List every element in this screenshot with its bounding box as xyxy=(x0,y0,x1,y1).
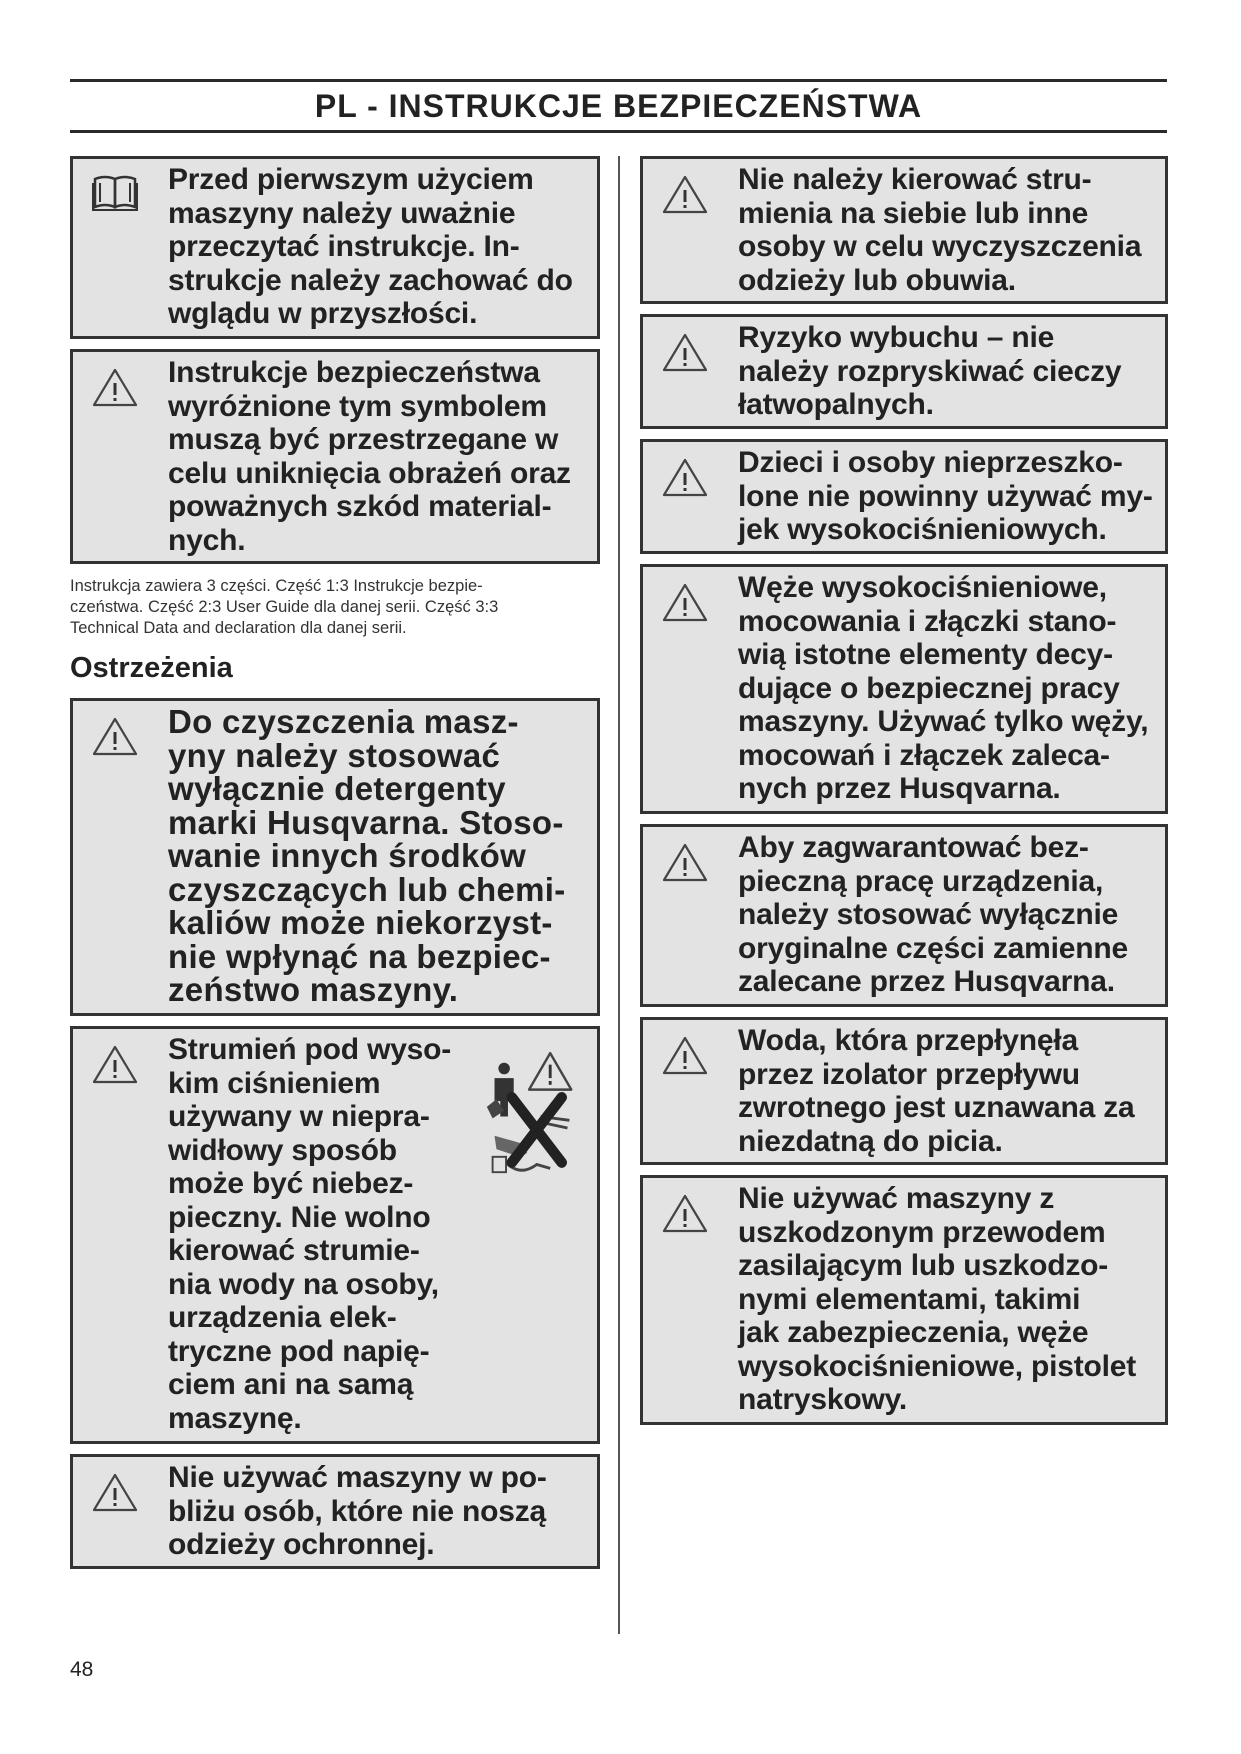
warning-triangle-icon xyxy=(661,173,709,215)
section-title-warnings: Ostrzeżenia xyxy=(70,652,233,684)
warning-triangle-icon xyxy=(661,456,709,498)
safety-instructions-notice xyxy=(70,349,600,564)
header-rule-bottom xyxy=(70,130,1167,133)
warning-triangle-icon xyxy=(91,715,139,757)
page-number: 48 xyxy=(70,1658,94,1681)
warning-do-not-aim-at-people xyxy=(640,156,1168,304)
warning-triangle-icon xyxy=(91,366,139,408)
warning-spare-parts xyxy=(640,824,1168,1007)
warning-triangle-icon xyxy=(91,1471,139,1513)
no-spray-people-pictogram xyxy=(483,1049,579,1184)
column-divider xyxy=(618,156,620,1634)
warning-children xyxy=(640,439,1168,554)
warning-triangle-icon xyxy=(661,1192,709,1234)
warning-damaged-cable-text: Nie używać maszyny z uszkodzonym przewodem zasilającym lub uszkodzo- nymi elementami, takimi jak zabezpieczenia, węże wysokociśnieniowe, pistolet natryskowy. xyxy=(738,1182,1137,1416)
read-manual-notice xyxy=(70,156,600,339)
read-manual-text: Przed pierwszym użyciem maszyny należy uważnie przeczytać instrukcje. In- strukcje należy zachować do wglądu w przyszłości. xyxy=(168,163,573,330)
warning-damaged-cable xyxy=(640,1175,1168,1425)
warning-high-pressure-jet xyxy=(70,1026,600,1444)
warning-children-text: Dzieci i osoby nieprzeszko- lone nie powinny używać my- jek wysokociśnieniowych. xyxy=(738,446,1153,546)
warning-triangle-icon xyxy=(661,581,709,623)
intro-paragraph: Instrukcja zawiera 3 części. Część 1:3 Instrukcje bezpie- czeństwa. Część 2:3 User Guide dla danej serii. Część 3:3 Technical Data and declaration dla danej serii. xyxy=(70,577,499,637)
warning-protective-clothing xyxy=(70,1454,600,1569)
warning-backflow-water xyxy=(640,1017,1168,1165)
warning-high-pressure-text: Strumień pod wyso- kim ciśnieniem używany w niepra- widłowy sposób może być niebez- pieczny. Nie wolno kierować strumie- nia wody na osoby, urządzenia elek- tryczne pod napię- ciem ani na samą maszynę. xyxy=(168,1033,452,1435)
warning-triangle-icon xyxy=(91,1043,139,1085)
warning-hoses-text: Węże wysokociśnieniowe, mocowania i złączki stano- wią istotne elementy decy- dujące o bezpiecznej pracy maszyny. Używać tylko węży, mocowań i złączek zaleca- nych przez Husqvarna. xyxy=(738,571,1149,805)
warning-explosion-risk xyxy=(640,314,1168,429)
header-rule-top xyxy=(70,79,1167,82)
warning-triangle-icon xyxy=(661,1034,709,1076)
warning-backflow-text: Woda, która przepłynęła przez izolator przepływu zwrotnego jest uznawana za niezdatną do picia. xyxy=(738,1024,1135,1158)
book-icon xyxy=(91,171,139,213)
warning-detergents-text: Do czyszczenia masz- yny należy stosować wyłącznie detergenty marki Husqvarna. Stoso- wanie innych środków czyszczących lub chemi- kaliów może niekorzyst- nie wpłynąć na bezpiec- zeństwo maszyny. xyxy=(168,703,566,1008)
page-title: PL - INSTRUKCJE BEZPIECZEŃSTWA xyxy=(314,88,923,124)
warning-hoses xyxy=(640,564,1168,814)
warning-do-not-aim-text: Nie należy kierować stru- mienia na siebie lub inne osoby w celu wyczyszczenia odzieży lub obuwia. xyxy=(738,163,1142,297)
warning-detergents xyxy=(70,698,600,1016)
warning-protective-clothing-text: Nie używać maszyny w po- bliżu osób, które nie noszą odzieży ochronnej. xyxy=(168,1461,547,1561)
safety-instructions-text: Instrukcje bezpieczeństwa wyróżnione tym symbolem muszą być przestrzegane w celu uniknięcia obrażeń oraz poważnych szkód material- nych. xyxy=(168,356,571,557)
warning-triangle-icon xyxy=(661,331,709,373)
warning-triangle-icon xyxy=(661,841,709,883)
warning-explosion-text: Ryzyko wybuchu – nie należy rozpryskiwać cieczy łatwopalnych. xyxy=(738,321,1122,421)
warning-spare-parts-text: Aby zagwarantować bez- pieczną pracę urządzenia, należy stosować wyłącznie oryginalne części zamienne zalecane przez Husqvarna. xyxy=(738,831,1128,998)
